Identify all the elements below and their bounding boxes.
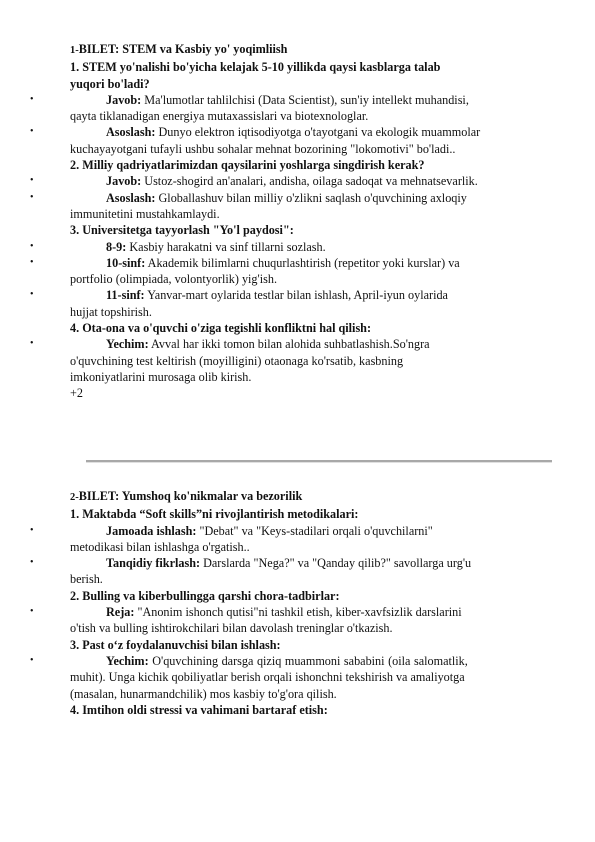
bullet-icon: • xyxy=(30,175,34,187)
bullet-icon: • xyxy=(30,524,34,536)
list-item xyxy=(30,653,540,702)
answer-text: Yanvar-mart oylarida testlar bilan ishlash, April-iyun oylarida xyxy=(144,288,448,303)
answer-line xyxy=(70,523,540,539)
answer-label: Jamoada ishlash: xyxy=(106,523,197,538)
question-2-1: 1. Maktabda “Soft skills”ni rivojlantirish metodikalari: xyxy=(70,507,359,522)
answer-text-cont: qayta tiklanadigan energiya mutaxassislari va biotexnologlar. xyxy=(70,109,369,124)
list-item xyxy=(30,239,540,255)
bullet-icon: • xyxy=(30,256,34,268)
bilet-2-section xyxy=(30,488,540,718)
bullet-icon: • xyxy=(30,191,34,203)
answer-text-cont: o'quvchining test keltirish (moyilligini) otaonaga ko'rsatib, kasbning xyxy=(70,353,404,368)
bilet-1-section xyxy=(30,41,540,402)
list-item xyxy=(30,287,540,320)
answer-text: Ustoz-shogird an'analari, andisha, oilaga sadoqat va mehnatsevarlik. xyxy=(141,174,478,189)
bullet-icon: • xyxy=(30,93,34,105)
list-item xyxy=(30,190,540,223)
list-item xyxy=(30,92,540,125)
tail-note: +2 xyxy=(70,386,83,401)
answer-line xyxy=(70,255,540,271)
list-item xyxy=(30,255,540,288)
answer-line xyxy=(70,336,540,352)
answer-label: 11-sinf: xyxy=(106,288,145,303)
question-1-4: 4. Ota-ona va o'quvchi o'ziga tegishli konfliktni hal qilish: xyxy=(70,321,372,336)
question-1-3: 3. Universitetga tayyorlash "Yo'l paydosi": xyxy=(70,223,294,238)
bullet-icon: • xyxy=(30,606,34,618)
answer-text: "Anonim ishonch qutisi"ni tashkil etish, kiber-xavfsizlik darslarini xyxy=(134,605,462,620)
answer-text: O'quvchining darsga qiziq muammoni sababini (oila salomatlik, xyxy=(148,653,468,668)
answer-label: Javob: xyxy=(106,92,142,107)
answer-line xyxy=(70,239,540,255)
list-item xyxy=(30,124,540,157)
bilet-1-title-text: BILET: STEM va Kasbiy yo' yoqimliish xyxy=(78,42,288,56)
bilet-1-title xyxy=(70,41,540,59)
bullet-icon: • xyxy=(30,557,34,569)
question-1-1-cont: yuqori bo'ladi? xyxy=(70,76,150,91)
answer-label: 8-9: xyxy=(106,239,127,254)
answer-text-cont: metodikasi bilan ishlashga o'rgatish.. xyxy=(70,539,250,554)
answer-text-cont: muhit). Unga kichik qobiliyatlar berish orqali ishonchni tekshirish va amaliyotga xyxy=(70,670,465,685)
bilet-2-number: 2- xyxy=(70,492,79,503)
answer-line xyxy=(70,124,540,140)
list-item xyxy=(30,604,540,637)
answer-text-cont: imkoniyatlarini murosaga olib kirish. xyxy=(70,369,252,384)
answer-line xyxy=(70,173,540,189)
answer-text-cont: hujjat topshirish. xyxy=(70,304,152,319)
answer-text-cont: berish. xyxy=(70,572,103,587)
answer-line xyxy=(70,653,540,669)
answer-label: Yechim: xyxy=(106,653,149,668)
bilet-2-title xyxy=(70,488,540,506)
answer-label: 10-sinf: xyxy=(106,255,146,270)
answer-text: Dunyo elektron iqtisodiyotga o'tayotgani va ekologik muammolar xyxy=(155,125,481,140)
list-item xyxy=(30,336,540,385)
answer-label: Tanqidiy fikrlash: xyxy=(106,556,201,571)
answer-label: Asoslash: xyxy=(106,125,156,140)
question-2-3: 3. Past o‘z foydalanuvchisi bilan ishlash: xyxy=(70,637,281,652)
bullet-icon: • xyxy=(30,654,34,666)
answer-text: Avval har ikki tomon bilan alohida suhbatlashish.So'ngra xyxy=(148,337,430,352)
answer-line xyxy=(70,287,540,303)
bullet-icon: • xyxy=(30,289,34,301)
question-2-4: 4. Imtihon oldi stressi va vahimani bartaraf etish: xyxy=(70,702,328,717)
answer-line xyxy=(70,604,540,620)
answer-text: Akademik bilimlarni chuqurlashtirish (repetitor yoki kurslar) va xyxy=(145,255,460,270)
question-1-1: 1. STEM yo'nalishi bo'yicha kelajak 5-10 yillikda qaysi kasblarga talab xyxy=(70,60,441,75)
answer-text: Globallashuv bilan milliy o'zlikni saqlash o'quvchining axloqiy xyxy=(155,190,467,205)
bullet-icon: • xyxy=(30,338,34,350)
question-2-2: 2. Bulling va kiberbullingga qarshi chora-tadbirlar: xyxy=(70,588,340,603)
question-1-2: 2. Milliy qadriyatlarimizdan qaysilarini yoshlarga singdirish kerak? xyxy=(70,158,425,173)
answer-line xyxy=(70,92,540,108)
answer-line xyxy=(70,555,540,571)
answer-text-cont: (masalan, hunarmandchilik) mos kasbiy to'g'ora qilish. xyxy=(70,686,337,701)
answer-label: Javob: xyxy=(106,174,142,189)
bullet-icon: • xyxy=(30,126,34,138)
answer-label: Asoslash: xyxy=(106,190,156,205)
answer-text-cont: portfolio (olimpiada, volontyorlik) yig'ish. xyxy=(70,272,277,287)
answer-text: Kasbiy harakatni va sinf tillarni sozlash. xyxy=(126,239,326,254)
answer-text-cont: immunitetini mustahkamlaydi. xyxy=(70,206,220,221)
answer-line xyxy=(70,190,540,206)
answer-text: Darslarda "Nega?" va "Qanday qilib?" savollarga urg'u xyxy=(200,556,472,571)
bilet-1-number: 1- xyxy=(70,45,79,56)
answer-text-cont: o'tish va bulling ishtirokchilari bilan davolash treninglar o'tkazish. xyxy=(70,621,393,636)
section-divider xyxy=(86,460,552,463)
answer-label: Yechim: xyxy=(106,337,149,352)
bullet-icon: • xyxy=(30,240,34,252)
list-item xyxy=(30,173,540,189)
answer-label: Reja: xyxy=(106,605,135,620)
list-item xyxy=(30,523,540,556)
answer-text: "Debat" va "Keys-stadilari orqali o'quvchilarni" xyxy=(196,523,433,538)
list-item xyxy=(30,555,540,588)
bilet-2-title-text: BILET: Yumshoq ko'nikmalar va bezorilik xyxy=(78,489,303,503)
answer-text-cont: kuchayayotgani tufayli ushbu sohalar mehnat bozorining "lokomotivi" bo'ladi.. xyxy=(70,141,456,156)
answer-text: Ma'lumotlar tahlilchisi (Data Scientist), sun'iy intellekt muhandisi, xyxy=(141,92,469,107)
